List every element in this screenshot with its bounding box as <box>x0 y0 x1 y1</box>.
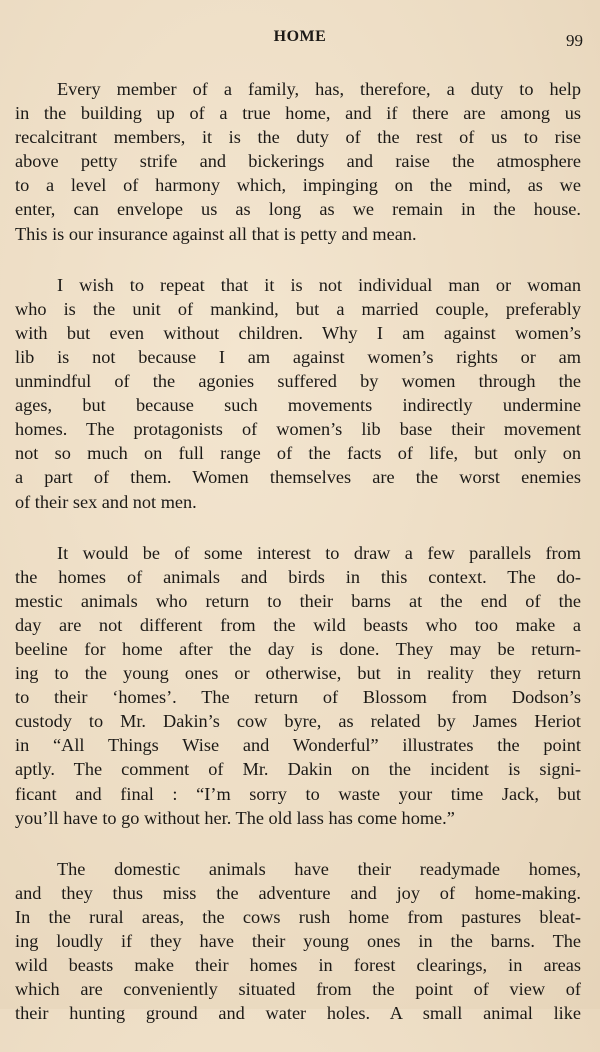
chapter-title: HOME <box>273 28 327 45</box>
text-line: recalcitrant members, it is the duty of the rest of us to rise <box>15 127 581 148</box>
text-line: who is the unit of mankind, but a married couple, preferably <box>15 298 581 319</box>
text-line: homes. The protagonists of women’s lib base their movement <box>15 419 581 440</box>
text-line: their hunting ground and water holes. A small animal like <box>15 1003 581 1024</box>
running-header <box>0 28 600 52</box>
text-line: mestic animals who return to their barns at the end of the <box>15 590 581 611</box>
text-line: beeline for home after the day is done. They may be return- <box>15 638 581 659</box>
text-line: This is our insurance against all that is petty and mean. <box>15 223 417 244</box>
text-line: and they thus miss the adventure and joy of home-making. <box>15 882 581 903</box>
text-line: It would be of some interest to draw a few parallels from <box>57 542 581 563</box>
text-line: The domestic animals have their readymade homes, <box>57 858 581 879</box>
page-number: 99 <box>566 31 583 50</box>
text-line: In the rural areas, the cows rush home from pastures bleat- <box>15 906 581 927</box>
body-text <box>15 77 581 1052</box>
text-line: ficant and final : “I’m sorry to waste your time Jack, but <box>15 783 581 804</box>
text-line: to their ‘homes’. The return of Blossom from Dodson’s <box>15 687 581 708</box>
text-line: lib is not because I am against women’s rights or am <box>15 346 581 367</box>
text-line: wild beasts make their homes in forest clearings, in areas <box>15 955 581 976</box>
text-line: in the building up of a true home, and if there are among us <box>15 103 581 124</box>
text-line: enter, can envelope us as long as we remain in the house. <box>15 199 581 220</box>
text-line: a part of them. Women themselves are the worst enemies <box>15 467 581 488</box>
text-line: I wish to repeat that it is not individual man or woman <box>57 274 581 295</box>
paragraph-1 <box>15 77 581 246</box>
text-line: not so much on full range of the facts of life, but only on <box>15 443 581 464</box>
text-line: of their sex and not men. <box>15 491 197 512</box>
text-line: with but even without children. Why I am against women’s <box>15 322 581 343</box>
text-line: ing loudly if they have their young ones in the barns. The <box>15 931 581 951</box>
paragraph-2 <box>15 273 581 514</box>
text-line: you’ll have to go without her. The old lass has come home.” <box>15 807 455 828</box>
text-line: in “All Things Wise and Wonderful” illustrates the point <box>15 735 581 756</box>
paragraph-4 <box>15 857 581 1026</box>
text-line: aptly. The comment of Mr. Dakin on the incident is signi- <box>15 759 581 780</box>
text-line: day are not different from the wild beasts who too make a <box>15 614 581 635</box>
text-line: above petty strife and bickerings and raise the atmosphere <box>15 151 581 172</box>
text-line: to a level of harmony which, impinging on the mind, as we <box>15 175 581 196</box>
text-line: the homes of animals and birds in this context. The do- <box>15 566 581 587</box>
text-line: which are conveniently situated from the point of view of <box>15 979 581 1000</box>
text-line: ages, but because such movements indirectly undermine <box>15 395 581 416</box>
text-line: ing to the young ones or otherwise, but in reality they return <box>15 663 581 684</box>
text-line: unmindful of the agonies suffered by women through the <box>15 371 581 392</box>
text-line: custody to Mr. Dakin’s cow byre, as related by James Heriot <box>15 711 581 732</box>
paragraph-3 <box>15 541 581 830</box>
text-line: Every member of a family, has, therefore, a duty to help <box>57 79 581 99</box>
